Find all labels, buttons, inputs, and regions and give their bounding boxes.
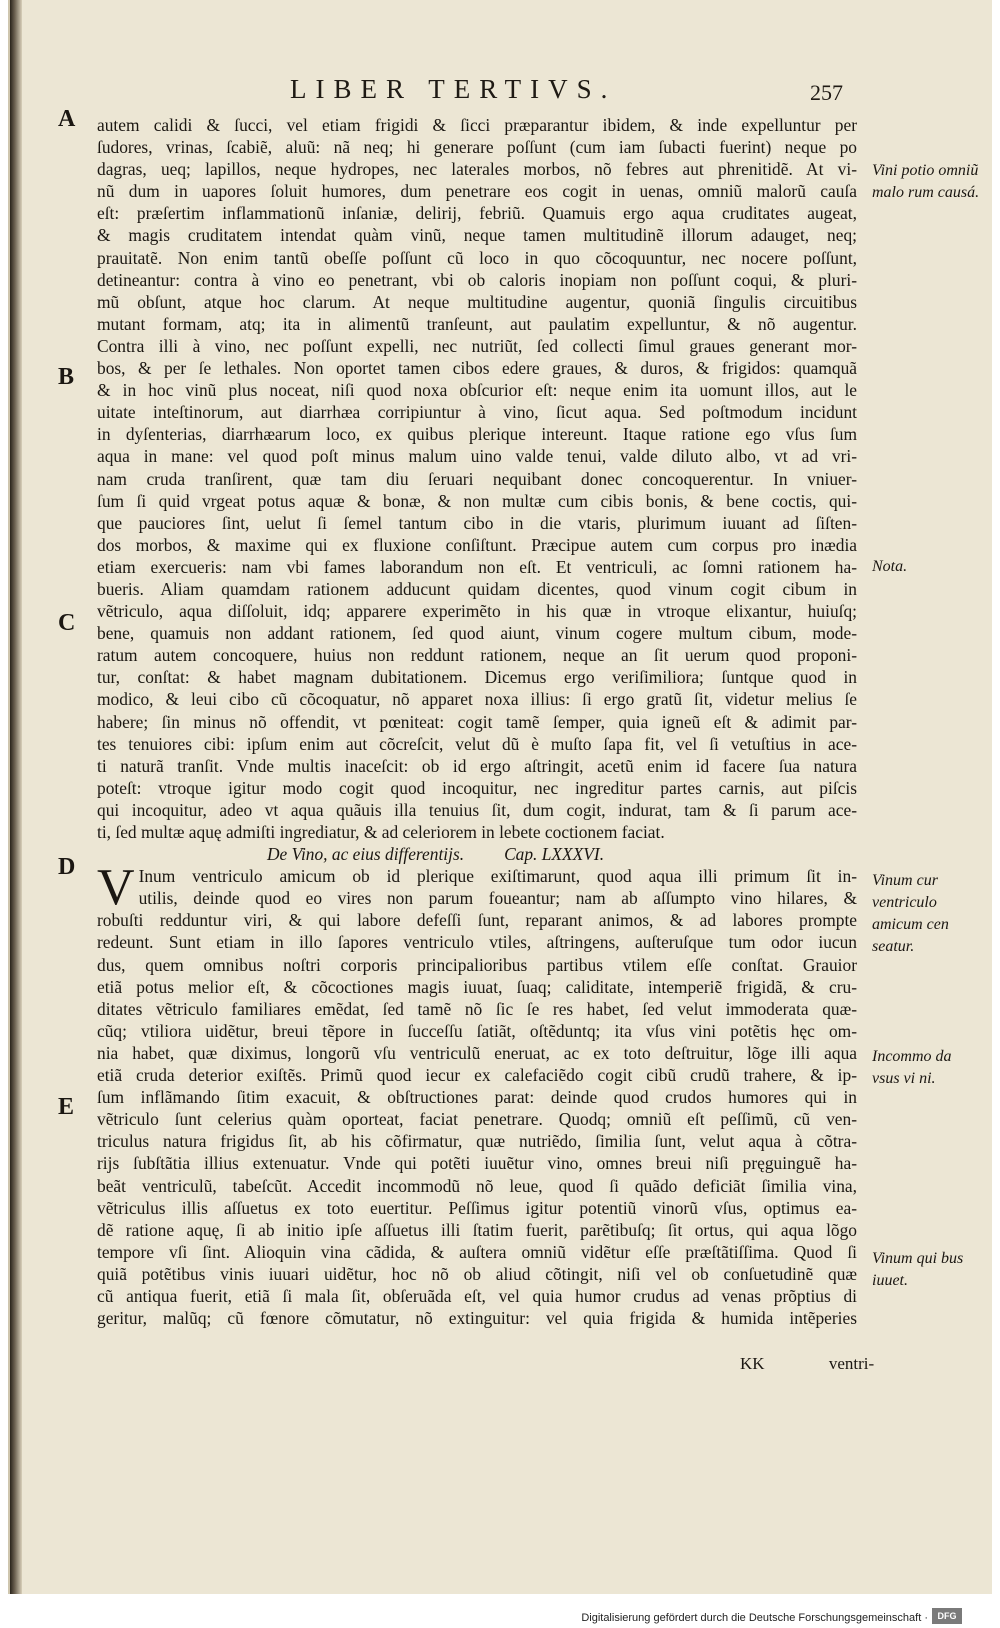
text-line: bueris. Aliam quamdam rationem adducunt quidam dicentes, quod vinum cogit cibum in bbox=[97, 578, 857, 599]
text-line: dos morbos, & maxime qui ex fluxione conſiſtunt. Præcipue autem cum corpus pro inædia bbox=[97, 534, 857, 555]
page-number: 257 bbox=[810, 80, 843, 105]
chapter-heading bbox=[97, 843, 857, 865]
text-line: detineantur: contra à vino eo penetrant, vbi ob caloris inopiam non poſſunt coqui, & pluri- bbox=[97, 269, 857, 290]
margin-note: Vinum qui bus iuuet. bbox=[872, 1250, 964, 1289]
text-line: bos, & per ſe lethales. Non oportet tamen cibos edere graues, & duros, & frigidos: quamquã bbox=[97, 358, 857, 379]
text-line: mutant formam, atq; ita in alimentũ tranſeunt, aut paulatim expelluntur, & nõ augentur. bbox=[97, 313, 857, 334]
text-line: Inum ventriculo amicum ob id plerique exiſtimarunt, quod aqua illi primum ſit in- bbox=[138, 866, 857, 887]
text-line: Contra illi à vino, nec poſſunt expelli, nec nutriũt, ſed collecti ſimul graues generant mor- bbox=[97, 335, 857, 356]
text-line: ſum inflãmando ſitim exacuit, & obſtructiones parat: deinde quod crudos humores qui in bbox=[97, 1087, 857, 1108]
text-line: ti, ſed multæ aquę admiſti ingrediatur, & ad celeriorem in lebete coctionem faciat. bbox=[97, 822, 665, 842]
text-line: habere; ſin minus nõ offendit, vt pœniteat: cogit tamẽ ſemper, quia igneũ eſt & adimit par- bbox=[97, 711, 857, 732]
text-line: tes tenuiores cibi: ipſum enim aut cõcreſcit, velut dũ è muſto ſapa fit, vel ſi vetuſtius in ace- bbox=[97, 733, 857, 754]
drop-cap: V bbox=[97, 859, 135, 917]
margin-note: Vinum cur ventriculo amicum cen seatur. bbox=[872, 872, 949, 955]
dfg-logo: DFG bbox=[932, 1608, 962, 1624]
catchword-text: ventri- bbox=[828, 1354, 875, 1373]
margin-note: Incommo da vsus vi ni. bbox=[872, 1048, 952, 1087]
text-line: tempore vſi ſint. Alioquin vina cãdida, & auſtera omniũ vidẽtur eſſe præſtãtiſſima. Quod ſi bbox=[97, 1241, 857, 1262]
margin-note: Vini potio omniũ malo rum causá. bbox=[872, 162, 980, 201]
digitization-credit: Digitalisierung gefördert durch die Deutsche Forschungsgemeinschaft · bbox=[581, 1612, 928, 1624]
text-line: rijs ſubſtãtia illius extenuatur. Vnde qui potẽti iuuẽtur vino, omnes breui niſi pręguinguẽ ha- bbox=[97, 1153, 857, 1174]
chapter-title: De Vino, ac eius differentijs. bbox=[267, 844, 465, 865]
margin-note: Nota. bbox=[872, 558, 908, 575]
signature-mark: KK bbox=[740, 1354, 765, 1373]
catchword bbox=[740, 1354, 874, 1374]
text-line: mũ obſunt, atque hoc clarum. At neque multitudine augentur, quoniã ſingulis circuitibus bbox=[97, 291, 857, 312]
text-line: prauitatẽ. Non enim tantũ obeſſe poſſunt cũ loco in quo cõcoquuntur, nec nocere poſſunt, bbox=[97, 247, 857, 268]
scanned-page bbox=[8, 0, 992, 1594]
section-letter-a: A bbox=[58, 106, 76, 132]
section-letter-d: D bbox=[58, 854, 76, 880]
text-line: qui incoquitur, adeo vt aqua quãuis illa tenuius ſit, dum cogit, indurat, tam & ſi parum ace- bbox=[97, 799, 857, 820]
text-line: ſum ſi quid vrgeat potus aquæ & bonæ, & non multæ cum cibis bonis, & bene coctis, qui- bbox=[97, 490, 857, 511]
text-line: dagras, ueq; lapillos, neque hydropes, nec laterales morbos, nõ febres aut phrenitidẽ. At vi- bbox=[97, 159, 857, 180]
text-line: ſudores, vrinas, ſcabiẽ, aluũ: nã neq; hi generare poſſunt (cum iam ſubacti fuerint) neque po bbox=[97, 137, 857, 158]
text-line: robuſti redduntur viri, & qui labore defeſſi ſunt, reparant animos, & ad labores prompte bbox=[97, 910, 857, 931]
text-line: ti naturã tranſit. Vnde multis inaceſcit: ob id ergo aſtringit, acetũ enim id facere ſua natura bbox=[97, 755, 857, 776]
text-line: aqua in mane: vel quod poſt minus malum uino valde tenui, valde diluto albo, vt ad vri- bbox=[97, 446, 857, 467]
page-text bbox=[97, 114, 857, 1329]
text-line: vẽtriculo, aqua diſſoluit, idq; apparere experimẽto in his quæ in vtroque elixantur, huiuſq; bbox=[97, 601, 857, 622]
section-letter-b: B bbox=[58, 364, 75, 390]
section-letter-e: E bbox=[58, 1094, 75, 1120]
text-line: que pauciores ſint, uelut ſi ſemel tantum cibo in die vtaris, plurimum iuuant ad ſiſten- bbox=[97, 512, 857, 533]
text-line: uitate inteſtinorum, aut diarrhæa corripiuntur à vino, ſicut aqua. Sed poſtmodum incidunt bbox=[97, 402, 857, 423]
text-line: nam cruda tranſirent, quæ tam diu ſeruari nequibant donec concoquerentur. In vniuer- bbox=[97, 468, 857, 489]
text-line: triculus natura frigidus ſit, ab his cõfirmatur, quæ nutriẽdo, ſimilia ſunt, velut aqua à cõtra- bbox=[97, 1131, 857, 1152]
text-line: etiam exercueris: nam vbi fames laborandum non eſt. Et ventriculi, ac ſomni rationem ha- bbox=[97, 556, 857, 577]
text-line: dus, quem omnibus noſtri corporis principalioribus partibus vtilem eſſe conſtat. Grauior bbox=[97, 954, 857, 975]
text-line: etiã potus melior eſt, & cõcoctiones magis iuuat, ſuaq; caliditate, intemperiẽ frigidã, & cru- bbox=[97, 976, 857, 997]
text-line: cũ antiqua fuerit, etiã ſi mala ſit, obſeruãda eſt, vel quia humor crudus ad venas prõptius di bbox=[97, 1285, 857, 1306]
text-line: cũq; vtiliora uidẽtur, breui tẽpore in ſucceſſu ſatiãt, oſtẽduntq; ita vſus vini potẽtis hęc om- bbox=[97, 1020, 857, 1041]
text-line: beãt ventriculũ, tabeſcũt. Accedit incommodũ nõ leue, quod ſi quãdo deficiãt ſimilia vina, bbox=[97, 1175, 857, 1196]
chapter-number: Cap. LXXXVI. bbox=[504, 844, 605, 865]
text-line: nũ dum in uapores ſoluit humores, dum penetrare eos cogit in uenas, omniũ malorũ cauſa bbox=[97, 181, 857, 202]
text-line: utilis, deinde quod eo vires non parum foueantur; nam ab aſſumpto vino hilares, & bbox=[138, 888, 857, 909]
running-title: LIBER TERTIVS. bbox=[290, 74, 617, 104]
text-line: tur, conſtat: & habet magnam dubitationem. Dicemus ergo veriſimiliora; ſuntque quod in bbox=[97, 667, 857, 688]
text-line: geritur, malũq; cũ fœnore cõmutatur, nõ extinguitur: vel quia frigida & humida intẽperies bbox=[97, 1308, 857, 1329]
text-line: bene, quamuis non addant rationem, ſed quod aiunt, vinum cogere multum cibum, mode- bbox=[97, 623, 857, 644]
text-line: poteſt: vtroque igitur modo cogit quod incoquitur, nec ingreditur partes carnis, aut piſcis bbox=[97, 777, 857, 798]
text-line: quiã potẽtibus vinis iuuari uidẽtur, hoc nõ ob aliud cõtingit, niſi vel ob conſuetudinẽ quæ bbox=[97, 1263, 857, 1284]
text-line: in dyſenterias, diarrhæarum loco, ex quibus plerique intereunt. Itaque ratione ego vſus ſum bbox=[97, 424, 857, 445]
text-line: vẽtriculus illis aſſuetus ex toto euertitur. Peſſimus igitur potentiũ vinorũ vſus, optimus ea- bbox=[97, 1197, 857, 1218]
text-line: & in hoc vinũ plus noceat, niſi quod noxa obſcurior eſt: neque enim ita uomunt illos, aut le bbox=[97, 380, 857, 401]
text-line: autem calidi & ſucci, vel etiam frigidi & ſicci præparantur ibidem, & inde expelluntur per bbox=[97, 115, 857, 135]
text-line: dẽ ratione aquę, ſi ab initio ipſe aſſuetus illi ſtatim fuerit, parẽtibuſq; ſit ortus, qui aqua lõgo bbox=[97, 1219, 857, 1240]
text-line: eſt: præſertim inflammationũ inſaniæ, delirij, febriũ. Quamuis ergo aqua cruditates augeat, bbox=[97, 203, 857, 224]
text-line: nia habet, quæ diximus, longorũ vſu ventriculũ eneruat, ac ex toto deſtruitur, lõge illi aqua bbox=[97, 1042, 857, 1063]
text-line: ditates vẽtriculo familiares emẽdat, ſed tamẽ nõ ſic ſe res habet, ſed velut immoderata quæ- bbox=[97, 998, 857, 1019]
text-line: vẽtriculo ſunt celerius quàm oporteat, faciat penetrare. Quodq; omniũ eſt peſſimũ, cũ ven- bbox=[97, 1109, 857, 1130]
text-line: modico, & leui cibo cũ cõcoquatur, nõ apparet noxa illius: ſi ergo gratũ ſit, videtur melius ſe bbox=[97, 689, 857, 710]
section-letter-c: C bbox=[58, 610, 76, 636]
text-line: etiã cruda deterior exiſtẽs. Primũ quod iecur ex calefaciẽdo cogit cibũ crudũ trahere, & ip- bbox=[97, 1065, 857, 1086]
text-line: & magis cruditatem intendat quàm vinũ, neque tamen multitudinẽ illorum adauget, neq; bbox=[97, 225, 857, 246]
book-gutter-shadow bbox=[10, 0, 22, 1594]
text-line: redeunt. Sunt etiam in illo ſapores ventriculo vtiles, aſtringens, auſteruſque tum odor iucun bbox=[97, 932, 857, 953]
text-line: ratum autem concoquere, huius non reddunt rationem, neque an ſit uerum quod proponi- bbox=[97, 645, 857, 666]
